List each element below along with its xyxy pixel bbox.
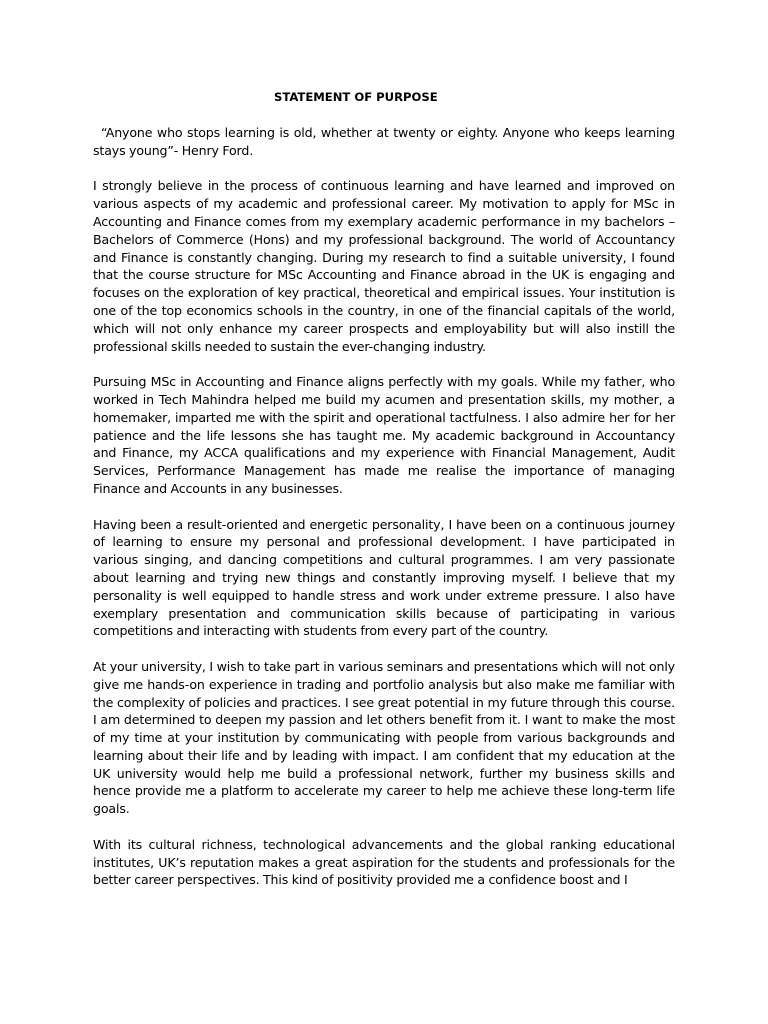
page-title: STATEMENT OF PURPOSE (274, 90, 438, 104)
paragraph-uk-reputation: With its cultural richness, technological advancements and the global ranking educational institutes, UK’s reputation makes a great aspiration for the students and professionals for the better career perspectives. This kind of positivity provided me a confidence boost and I (93, 836, 675, 888)
paragraph-motivation: I strongly believe in the process of continuous learning and have learned and improved on various aspects of my academic and professional career. My motivation to apply for MSc in Accounting and Finance comes from my exemplary academic performance in my bachelors – Bachelors of Commerce (Hons) and my professional background. The world of Accountancy and Finance is constantly changing. During my research to find a suitable university, I found that the course structure for MSc Accounting and Finance abroad in the UK is engaging and focuses on the exploration of key practical, theoretical and empirical issues. Your institution is one of the top economics schools in the country, in one of the financial capitals of the world, which will not only enhance my career prospects and employability but will also instill the professional skills needed to sustain the ever-changing industry. (93, 178, 675, 354)
opening-quote: “Anyone who stops learning is old, whether at twenty or eighty. Anyone who keeps learning stays young”- Henry Ford. (93, 125, 675, 158)
paragraph-goals: Pursuing MSc in Accounting and Finance aligns perfectly with my goals. While my father, who worked in Tech Mahindra helped me build my acumen and presentation skills, my mother, a homemaker, imparted me with the spirit and operational tactfulness. I also admire her for her patience and the life lessons she has taught me. My academic background in Accountancy and Finance, my ACCA qualifications and my experience with Financial Management, Audit Services, Performance Management has made me realise the importance of managing Finance and Accounts in any businesses. (93, 374, 675, 496)
paragraph-university: At your university, I wish to take part in various seminars and presentations which will not only give me hands-on experience in trading and portfolio analysis but also make me familiar with the complexity of policies and practices. I see great potential in my future through this course. I am determined to deepen my passion and let others benefit from it. I want to make the most of my time at your institution by communicating with people from various backgrounds and learning about their life and by leading with impact. I am confident that my education at the UK university would help me build a professional network, further my business skills and hence provide me a platform to accelerate my career to help me achieve these long-term life goals. (93, 658, 675, 817)
document-body (93, 124, 675, 907)
paragraph-personality: Having been a result-oriented and energetic personality, I have been on a continuous journey of learning to ensure my personal and professional development. I have participated in various singing, and dancing competitions and cultural programmes. I am very passionate about learning and trying new things and constantly improving myself. I believe that my personality is well equipped to handle stress and work under extreme pressure. I also have exemplary presentation and communication skills because of participating in various competitions and interacting with students from every part of the country. (93, 516, 675, 639)
